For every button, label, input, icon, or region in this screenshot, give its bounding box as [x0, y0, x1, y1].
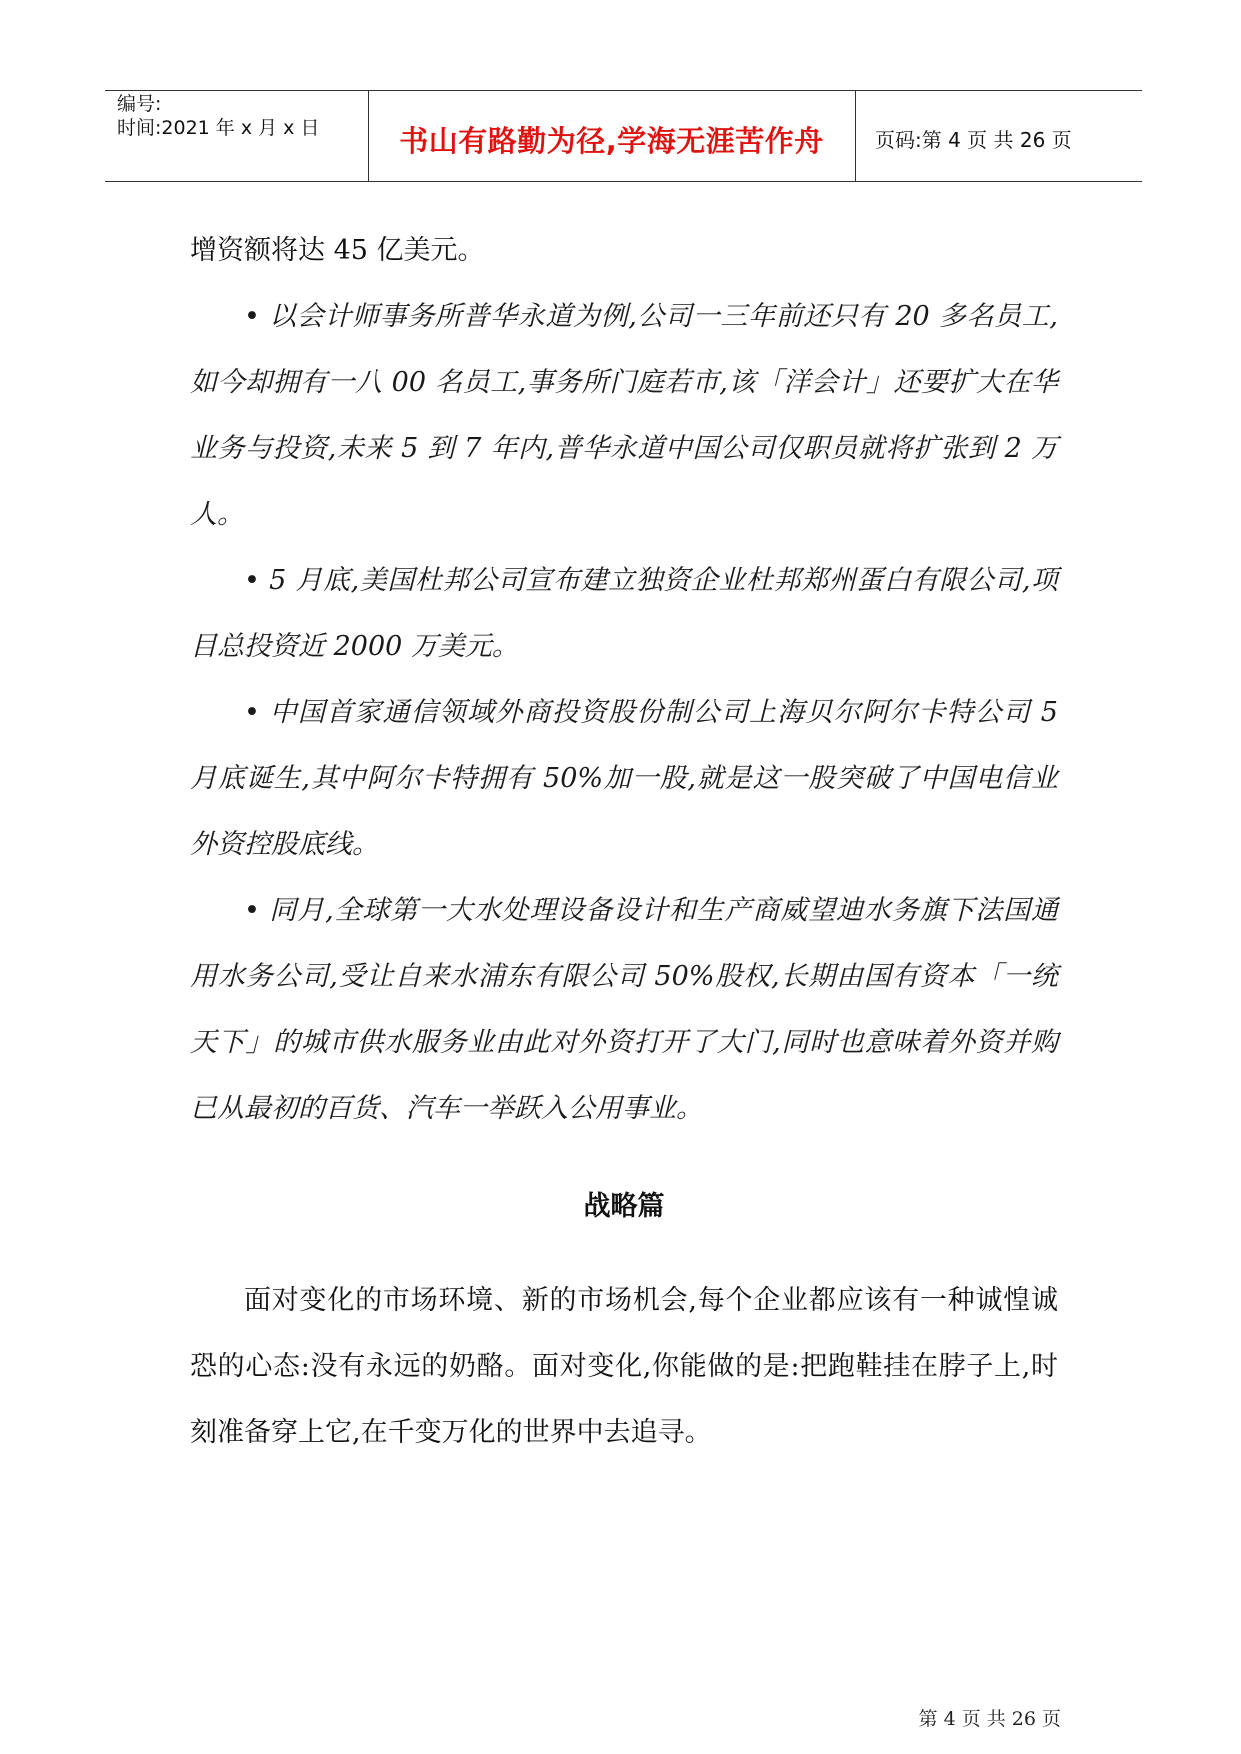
page-footer: 第 4 页 共 26 页 — [918, 1708, 1061, 1730]
document-number-label: 编号: — [117, 93, 162, 115]
document-body — [190, 218, 1058, 1466]
header-motto: 书山有路勤为径,学海无涯苦作舟 — [399, 124, 824, 158]
header-meta-cell — [105, 91, 369, 181]
page-header — [105, 90, 1142, 182]
document-time-label: 时间:2021 年 x 月 x 日 — [117, 117, 320, 139]
intro-paragraph: 增资额将达 45 亿美元。 — [190, 235, 485, 266]
section-title: 战略篇 — [583, 1191, 665, 1222]
bullet-paragraph-dupont: • 5 月底,美国杜邦公司宣布建立独资企业杜邦郑州蛋白有限公司,项目总投资近 2000 万美元。 — [190, 565, 1058, 662]
header-page-code: 页码:第 4 页 共 26 页 — [875, 128, 1072, 152]
header-page-cell — [855, 91, 1142, 181]
header-motto-cell — [368, 91, 856, 181]
section-paragraph: 面对变化的市场环境、新的市场机会,每个企业都应该有一种诚惶诚恐的心态:没有永远的奶酪。面对变化,你能做的是:把跑鞋挂在脖子上,时刻准备穿上它,在千变万化的世界中去追寻。 — [190, 1285, 1058, 1448]
bullet-paragraph-vivendi: • 同月,全球第一大水处理设备设计和生产商威望迪水务旗下法国通用水务公司,受让自来水浦东有限公司 50%股权,长期由国有资本「一统天下」的城市供水服务业由此对外资打开了大门,同时也意味着外资并购已从最初的百货、汽车一举跃入公用事业。 — [190, 895, 1058, 1124]
bullet-paragraph-alcatel: • 中国首家通信领域外商投资股份制公司上海贝尔阿尔卡特公司 5 月底诞生,其中阿尔卡特拥有 50%加一股,就是这一股突破了中国电信业外资控股底线。 — [190, 697, 1058, 860]
bullet-paragraph-pwc: • 以会计师事务所普华永道为例,公司一三年前还只有 20 多名员工,如今却拥有一八 00 名员工,事务所门庭若市,该「洋会计」还要扩大在华业务与投资,未来 5 到 7 年内,普华永道中国公司仅职员就将扩张到 2 万人。 — [190, 301, 1058, 530]
